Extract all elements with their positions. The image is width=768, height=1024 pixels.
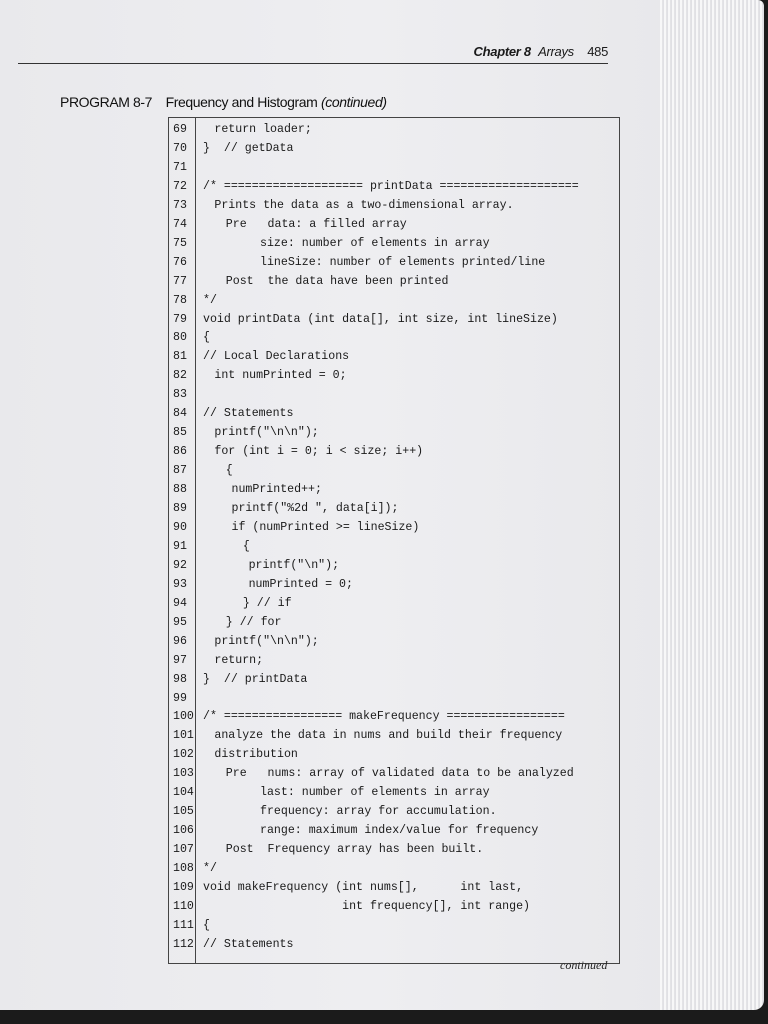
header-rule	[18, 63, 608, 64]
line-number: 86	[173, 445, 187, 459]
code-text: } // if	[242, 596, 292, 610]
code-text: Pre nums: array of validated data to be analyzed	[225, 767, 574, 781]
line-number: 101	[173, 729, 194, 743]
line-number: 70	[173, 141, 187, 155]
code-text: lineSize: number of elements printed/line	[260, 255, 546, 269]
code-line	[169, 824, 617, 843]
line-number: 87	[173, 464, 187, 478]
code-text: */	[203, 293, 217, 307]
code-line	[169, 862, 617, 881]
line-number: 106	[173, 824, 194, 838]
line-number: 93	[173, 577, 187, 591]
code-text: Prints the data as a two-dimensional array.	[214, 198, 514, 212]
code-text: {	[203, 918, 210, 932]
code-text: printf("%2d ", data[i]);	[231, 502, 399, 515]
code-line	[169, 521, 617, 540]
code-text: void makeFrequency (int nums[], int last,	[203, 881, 524, 894]
code-line	[169, 426, 617, 445]
program-label: PROGRAM 8-7	[60, 94, 153, 110]
code-line	[169, 692, 617, 711]
page-number: 485	[587, 44, 608, 59]
line-number: 76	[173, 255, 187, 269]
code-line	[169, 635, 617, 654]
code-line	[169, 502, 617, 521]
code-text: distribution	[214, 748, 298, 762]
line-number: 83	[173, 388, 187, 402]
line-number: 97	[173, 653, 187, 667]
line-number: 112	[173, 937, 194, 951]
code-text: frequency: array for accumulation.	[260, 805, 497, 819]
running-header	[0, 44, 608, 64]
line-number: 96	[173, 634, 187, 648]
continued-note: continued	[560, 958, 608, 972]
code-text: {	[242, 539, 250, 553]
line-number: 109	[173, 881, 194, 894]
line-number: 77	[173, 274, 187, 288]
code-line	[169, 483, 617, 502]
code-text: for (int i = 0; i < size; i++)	[214, 445, 424, 459]
code-text: {	[225, 464, 233, 478]
code-line	[169, 350, 617, 369]
code-text: int numPrinted = 0;	[214, 369, 347, 383]
line-number: 78	[173, 293, 187, 307]
line-number: 80	[173, 331, 187, 345]
line-number: 94	[173, 596, 187, 610]
code-line	[169, 142, 617, 161]
code-text: Post Frequency array has been built.	[225, 843, 484, 857]
code-line	[169, 445, 617, 464]
code-line	[169, 199, 617, 218]
code-line	[169, 540, 617, 559]
line-number: 99	[173, 691, 187, 705]
line-number: 72	[173, 179, 187, 193]
line-number: 103	[173, 767, 194, 781]
line-number: 81	[173, 350, 187, 364]
code-text: analyze the data in nums and build their frequency	[214, 729, 563, 743]
code-text: Pre data: a filled array	[225, 217, 407, 231]
line-number: 102	[173, 748, 194, 762]
code-line	[169, 843, 617, 862]
code-listing	[168, 117, 620, 964]
line-number: 91	[173, 539, 187, 553]
code-line	[169, 218, 617, 237]
code-line	[169, 388, 617, 407]
code-line	[169, 464, 617, 483]
code-text: range: maximum index/value for frequency	[260, 824, 539, 838]
line-number: 75	[173, 236, 187, 250]
code-line	[169, 919, 617, 938]
code-text: return;	[214, 653, 264, 667]
code-line	[169, 275, 617, 294]
code-text: printf("\n\n");	[214, 426, 319, 440]
code-line	[169, 805, 617, 824]
code-line	[169, 767, 617, 786]
line-number: 100	[173, 710, 194, 724]
line-number: 79	[173, 312, 187, 326]
running-head	[474, 44, 608, 59]
line-number: 104	[173, 786, 194, 800]
code-text: Post the data have been printed	[225, 274, 449, 288]
code-text: return loader;	[214, 123, 312, 136]
code-line	[169, 729, 617, 748]
code-text: } // for	[225, 615, 282, 629]
code-line	[169, 559, 617, 578]
line-number: 111	[173, 918, 194, 932]
section-label: Arrays	[538, 44, 574, 59]
code-line	[169, 331, 617, 350]
code-line	[169, 123, 617, 142]
line-number: 95	[173, 615, 187, 629]
code-text: void printData (int data[], int size, int lineSize)	[203, 312, 558, 326]
code-text: last: number of elements in array	[260, 786, 490, 800]
line-number: 85	[173, 426, 187, 440]
code-line	[169, 748, 617, 767]
code-text: printf("\n");	[248, 558, 340, 572]
code-text: } // getData	[203, 141, 294, 155]
code-text: numPrinted++;	[231, 483, 322, 497]
line-number: 89	[173, 502, 187, 515]
code-line	[169, 900, 617, 919]
code-line	[169, 237, 617, 256]
code-line	[169, 180, 617, 199]
code-text: {	[203, 331, 210, 345]
code-line	[169, 578, 617, 597]
code-text: // Statements	[203, 407, 294, 421]
line-number: 73	[173, 198, 187, 212]
code-line	[169, 313, 617, 332]
code-line	[169, 938, 617, 957]
code-text: } // printData	[203, 672, 308, 686]
code-text: */	[203, 862, 217, 876]
code-text: // Statements	[203, 937, 294, 951]
code-line	[169, 161, 617, 180]
line-number: 98	[173, 672, 187, 686]
code-line	[169, 294, 617, 313]
code-line	[169, 597, 617, 616]
line-number: 69	[173, 123, 187, 136]
code-line	[169, 673, 617, 692]
program-title	[60, 94, 387, 110]
line-number: 110	[173, 899, 194, 913]
line-number: 88	[173, 483, 187, 497]
code-text: printf("\n\n");	[214, 634, 319, 648]
code-text: if (numPrinted >= lineSize)	[231, 520, 420, 534]
code-line	[169, 881, 617, 900]
line-number: 74	[173, 217, 187, 231]
line-number: 105	[173, 805, 194, 819]
line-number: 108	[173, 862, 194, 876]
program-name: Frequency and Histogram	[165, 94, 318, 110]
code-line	[169, 369, 617, 388]
line-number: 92	[173, 558, 187, 572]
code-line	[169, 616, 617, 635]
chapter-label: Chapter 8	[473, 44, 531, 59]
code-text: int frequency[], int range)	[203, 899, 530, 913]
code-text: /* ==================== printData ====================	[203, 179, 579, 193]
line-number: 90	[173, 520, 187, 534]
code-text: // Local Declarations	[203, 350, 350, 364]
code-line	[169, 654, 617, 673]
code-text: numPrinted = 0;	[248, 577, 353, 591]
code-line	[169, 710, 617, 729]
program-continued-tag: (continued)	[320, 94, 387, 110]
line-number: 107	[173, 843, 194, 857]
code-line	[169, 256, 617, 275]
line-number: 82	[173, 369, 187, 383]
line-number: 84	[173, 407, 187, 421]
code-line	[169, 407, 617, 426]
page-edges	[660, 0, 764, 1010]
code-text: /* ================= makeFrequency =================	[203, 710, 565, 724]
code-text: size: number of elements in array	[260, 236, 490, 250]
line-number: 71	[173, 160, 187, 174]
code-line	[169, 786, 617, 805]
